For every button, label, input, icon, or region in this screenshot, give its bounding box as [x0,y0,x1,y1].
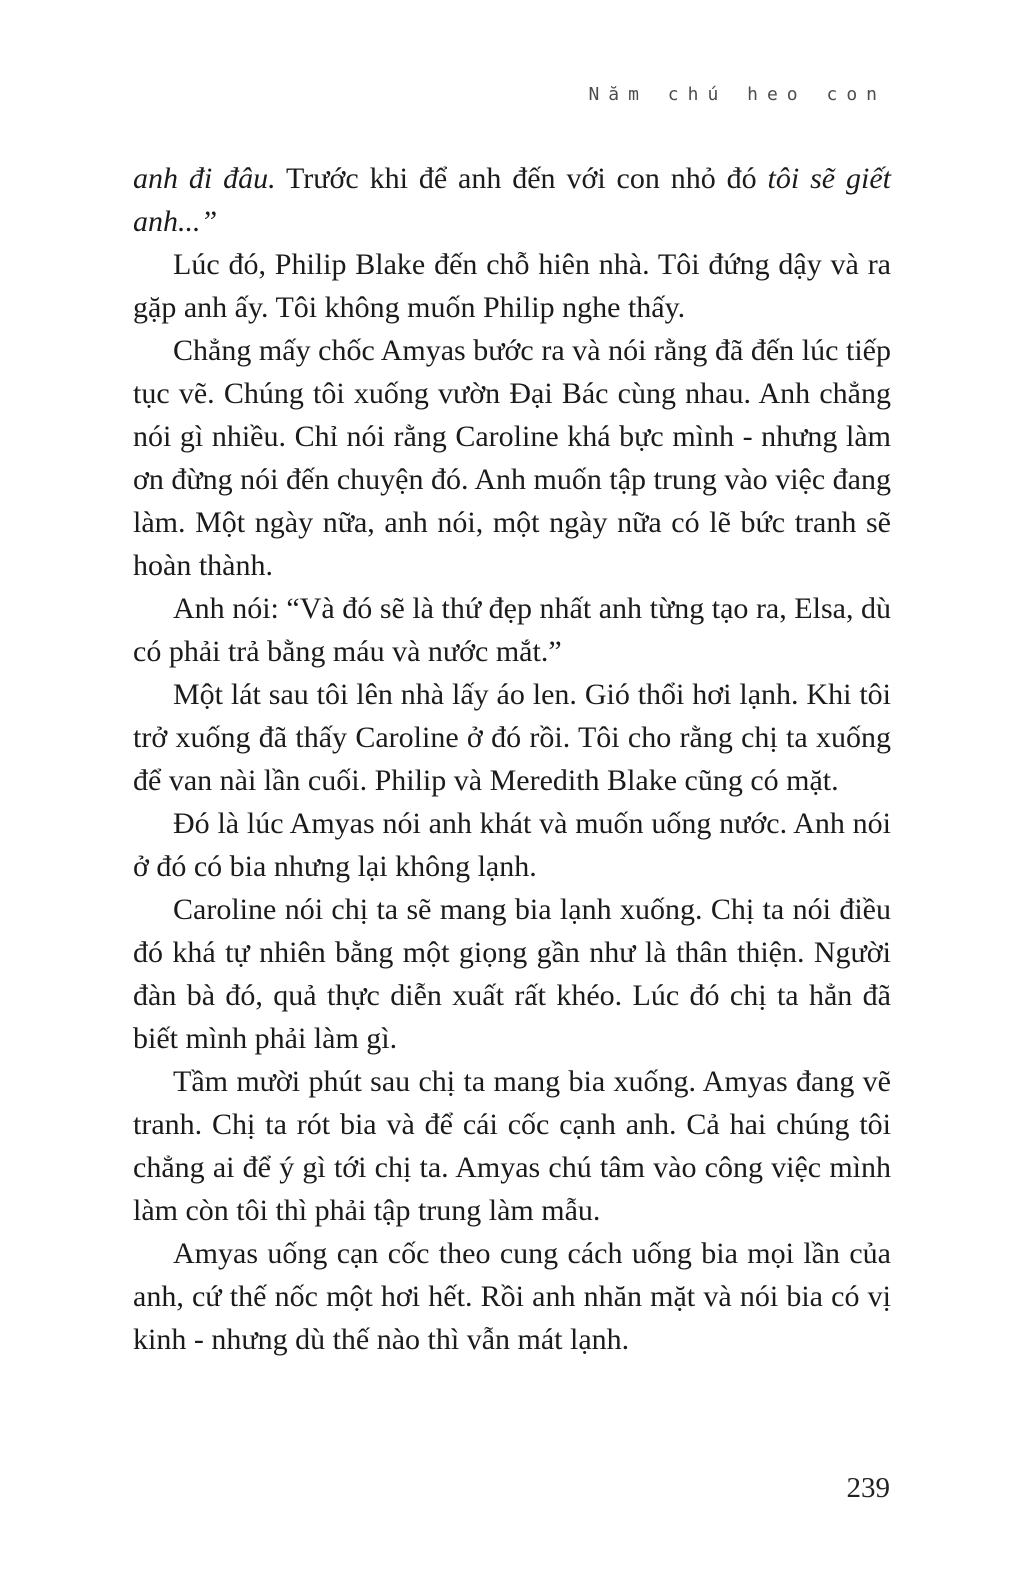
paragraph [133,1060,891,1232]
paragraph [133,673,891,802]
text-segment: Anh nói: “Và đó sẽ là thứ đẹp nhất anh từng tạo ra, Elsa, dù có phải trả bằng máu và nước mắt.” [133,592,891,668]
text-segment: Trước khi để anh đến với con nhỏ đó [275,162,768,195]
text-segment: Chẳng mấy chốc Amyas bước ra và nói rằng đã đến lúc tiếp tục vẽ. Chúng tôi xuống vườn Đại Bác cùng nhau. Anh chẳng nói gì nhiều. Chỉ nói rằng Caroline khá bực mình - nhưng làm ơn đừng nói đến chuyện đó. Anh muốn tập trung vào việc đang làm. Một ngày nữa, anh nói, một ngày nữa có lẽ bức tranh sẽ hoàn thành. [133,334,891,582]
text-segment: Lúc đó, Philip Blake đến chỗ hiên nhà. Tôi đứng dậy và ra gặp anh ấy. Tôi không muốn Philip nghe thấy. [133,248,891,324]
page-number: 239 [846,1472,890,1504]
paragraph [133,888,891,1060]
running-header: Năm chú heo con [588,84,886,105]
paragraph [133,329,891,587]
text-segment: Tầm mười phút sau chị ta mang bia xuống. Amyas đang vẽ tranh. Chị ta rót bia và để cái cốc cạnh anh. Cả hai chúng tôi chẳng ai để ý gì tới chị ta. Amyas chú tâm vào công việc mình làm còn tôi thì phải tập trung làm mẫu. [133,1065,891,1227]
paragraph [133,243,891,329]
paragraph [133,587,891,673]
italic-text-segment: tôi sẽ giết anh...” [133,162,891,238]
text-segment: Caroline nói chị ta sẽ mang bia lạnh xuống. Chị ta nói điều đó khá tự nhiên bằng một giọng gần như là thân thiện. Người đàn bà đó, quả thực diễn xuất rất khéo. Lúc đó chị ta hẳn đã biết mình phải làm gì. [133,893,891,1055]
paragraph [133,157,891,243]
paragraph [133,1232,891,1361]
paragraph [133,802,891,888]
italic-text-segment: anh đi đâu. [133,162,276,195]
text-block [133,157,891,1361]
text-segment: Amyas uống cạn cốc theo cung cách uống bia mọi lần của anh, cứ thế nốc một hơi hết. Rồi anh nhăn mặt và nói bia có vị kinh - nhưng dù thế nào thì vẫn mát lạnh. [133,1237,891,1356]
text-segment: Đó là lúc Amyas nói anh khát và muốn uống nước. Anh nói ở đó có bia nhưng lại không lạnh. [133,807,891,883]
text-segment: Một lát sau tôi lên nhà lấy áo len. Gió thổi hơi lạnh. Khi tôi trở xuống đã thấy Caroline ở đó rồi. Tôi cho rằng chị ta xuống để van nài lần cuối. Philip và Meredith Blake cũng có mặt. [133,678,891,797]
